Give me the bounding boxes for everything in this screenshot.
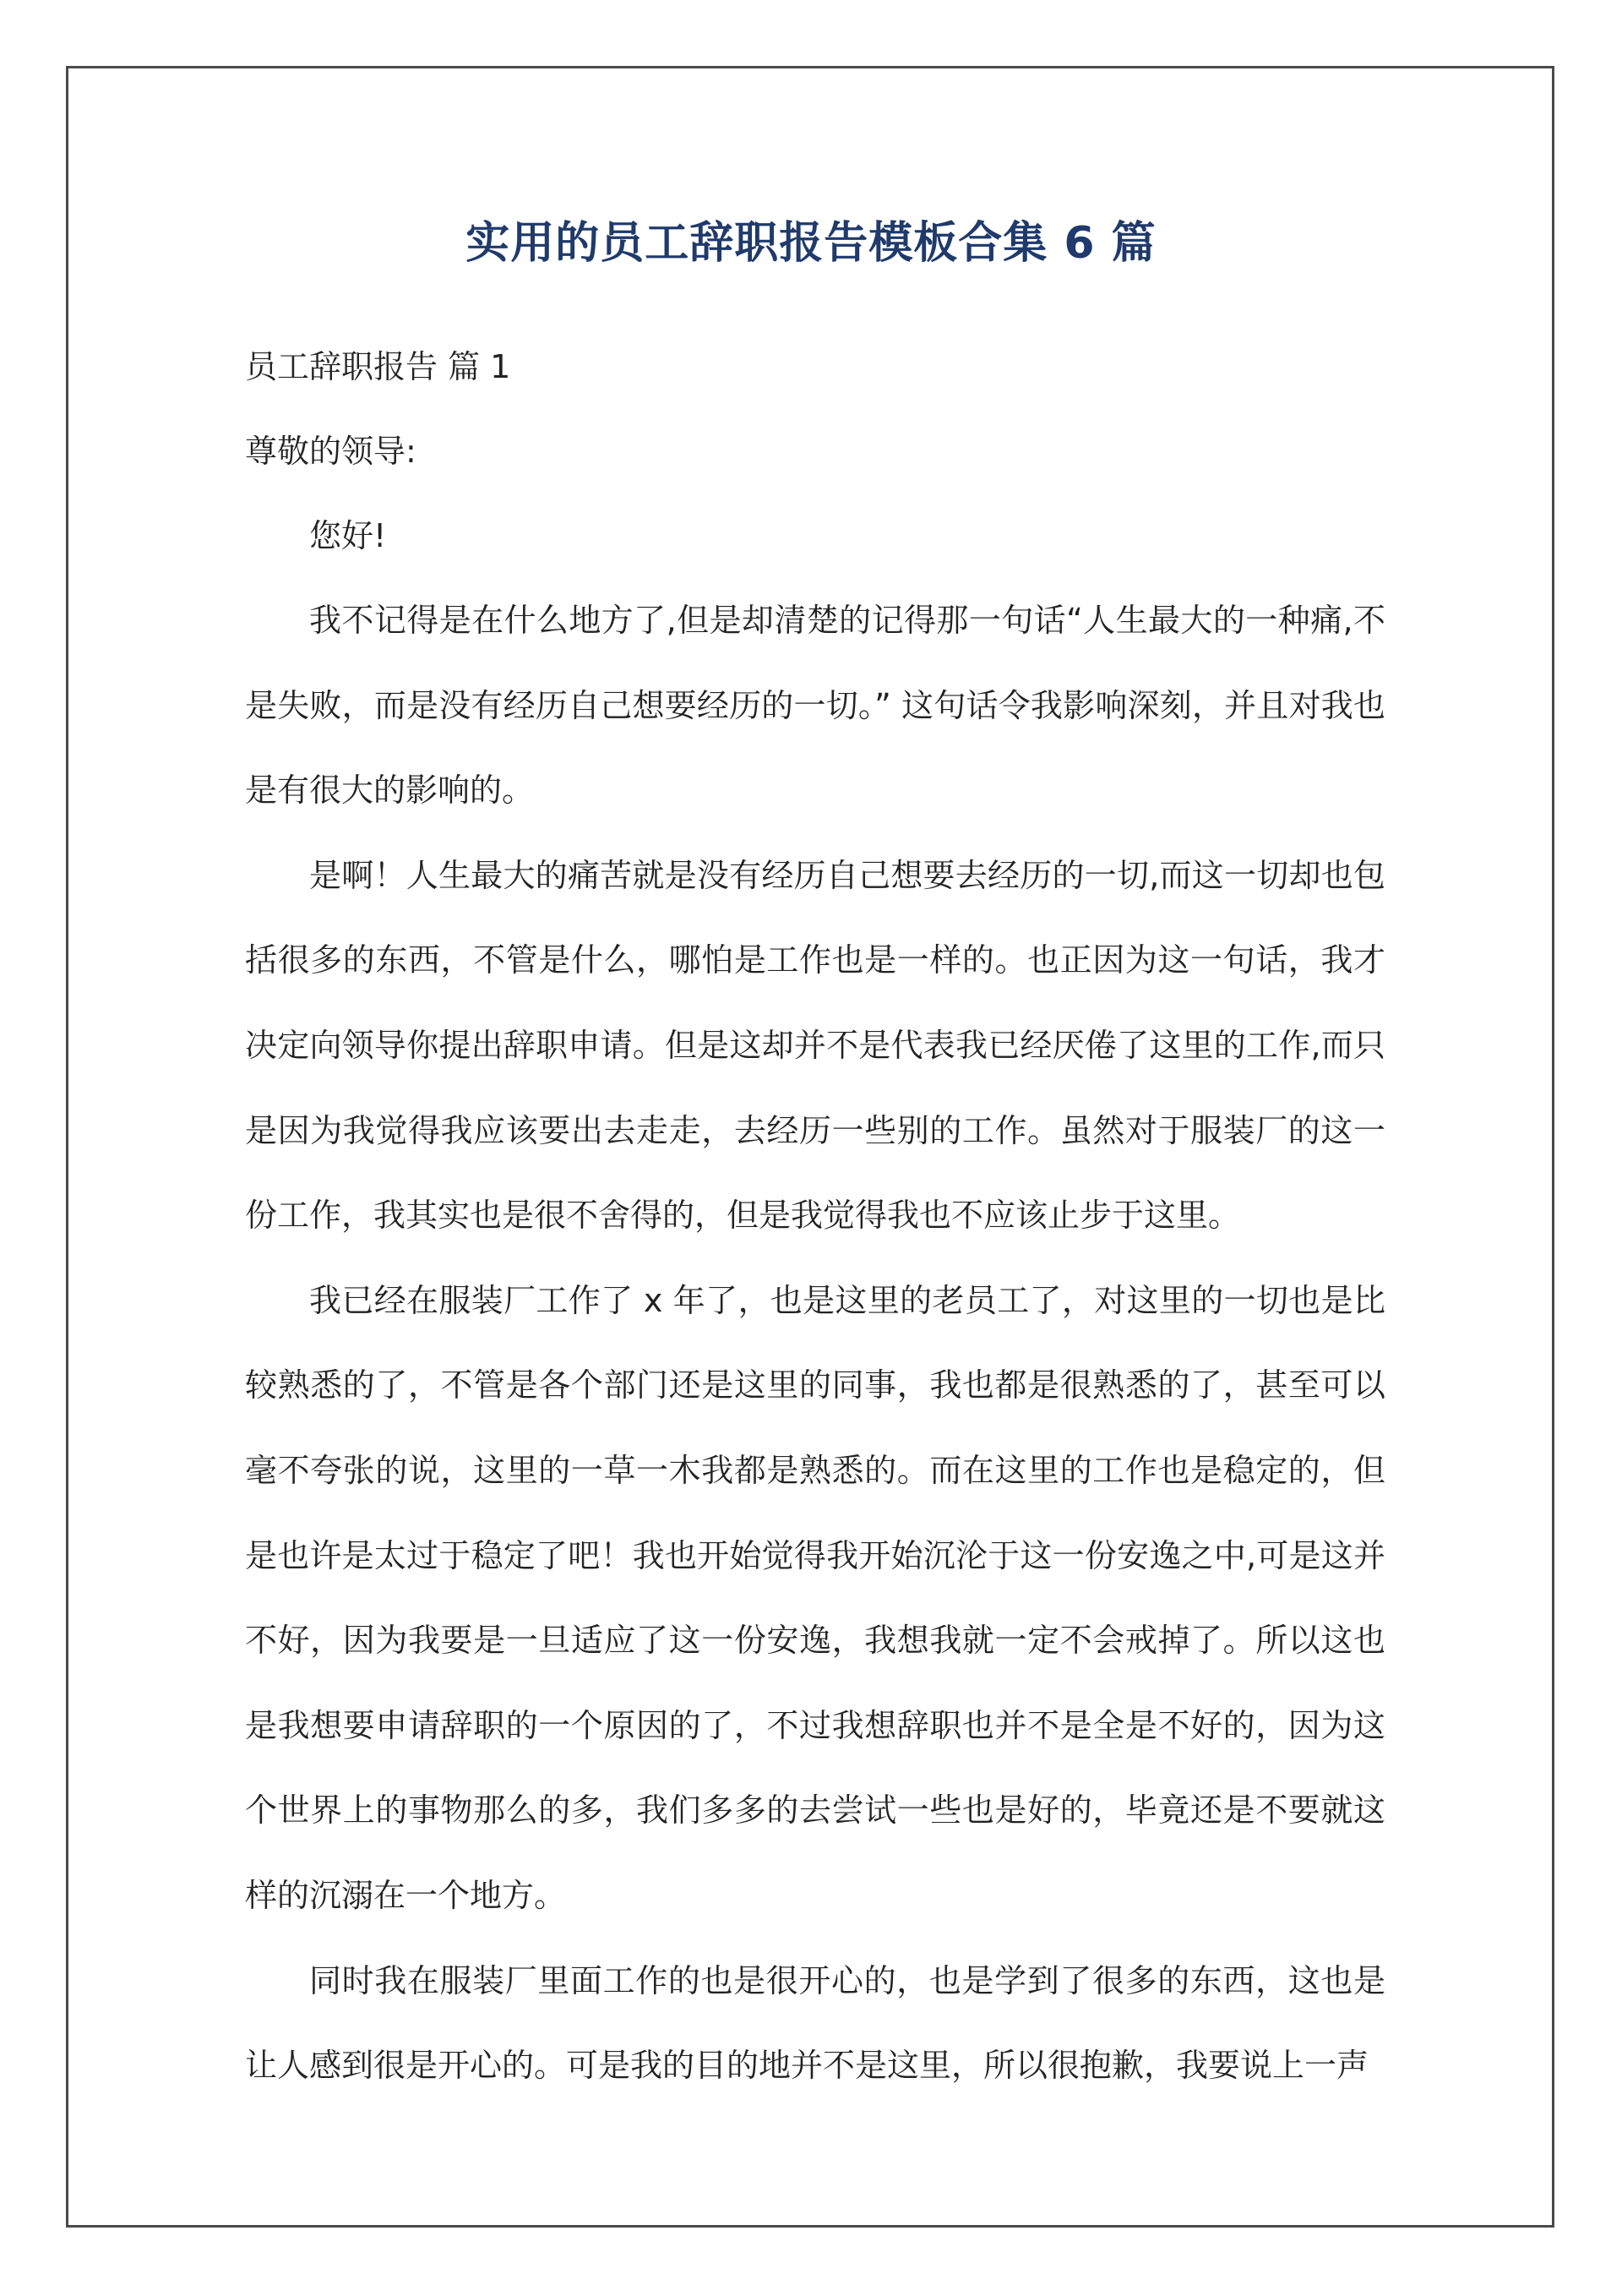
section-heading: 员工辞职报告 篇 1 xyxy=(245,348,511,385)
paragraph-4: 同时我在服装厂里面工作的也是很开心的，也是学到了很多的东西，这也是让人感到很是开心的。可是我的目的地并不是这里，所以很抱歉，我要说上一声 xyxy=(245,1961,1385,2085)
greeting: 您好! xyxy=(309,517,387,554)
paragraph-1: 我不记得是在什么地方了,但是却清楚的记得那一句话“人生最大的一种痛,不是失败，而是没有经历自己想要经历的一切。” 这句话令我影响深刻，并且对我也是有很大的影响的。 xyxy=(245,602,1385,810)
document-body xyxy=(245,324,1385,2108)
document-title: 实用的员工辞职报告模板合集 6 篇 xyxy=(465,218,1157,269)
salutation: 尊敬的领导: xyxy=(245,433,416,470)
paragraph-3: 我已经在服装厂工作了 x 年了，也是这里的老员工了，对这里的一切也是比较熟悉的了，不管是各个部门还是这里的同事，我也都是很熟悉的了，甚至可以毫不夸张的说，这里的一草一木我都是熟悉的。而在这里的工作也是稳定的，但是也许是太过于稳定了吧！我也开始觉得我开始沉沦于这一份安逸之中,可是这并不好，因为我要是一旦适应了这一份安逸，我想我就一定不会戒掉了。所以这也是我想要申请辞职的一个原因的了，不过我想辞职也并不是全是不好的，因为这个世界上的事物那么的多，我们多多的去尝试一些也是好的，毕竟还是不要就这样的沉溺在一个地方。 xyxy=(245,1281,1385,1914)
paragraph-2: 是啊！人生最大的痛苦就是没有经历自己想要去经历的一切,而这一切却也包括很多的东西，不管是什么，哪怕是工作也是一样的。也正因为这一句话，我才决定向领导你提出辞职申请。但是这却并不是代表我已经厌倦了这里的工作,而只是因为我觉得我应该要出去走走，去经历一些别的工作。虽然对于服装厂的这一份工作，我其实也是很不舍得的，但是我觉得我也不应该止步于这里。 xyxy=(245,856,1385,1235)
